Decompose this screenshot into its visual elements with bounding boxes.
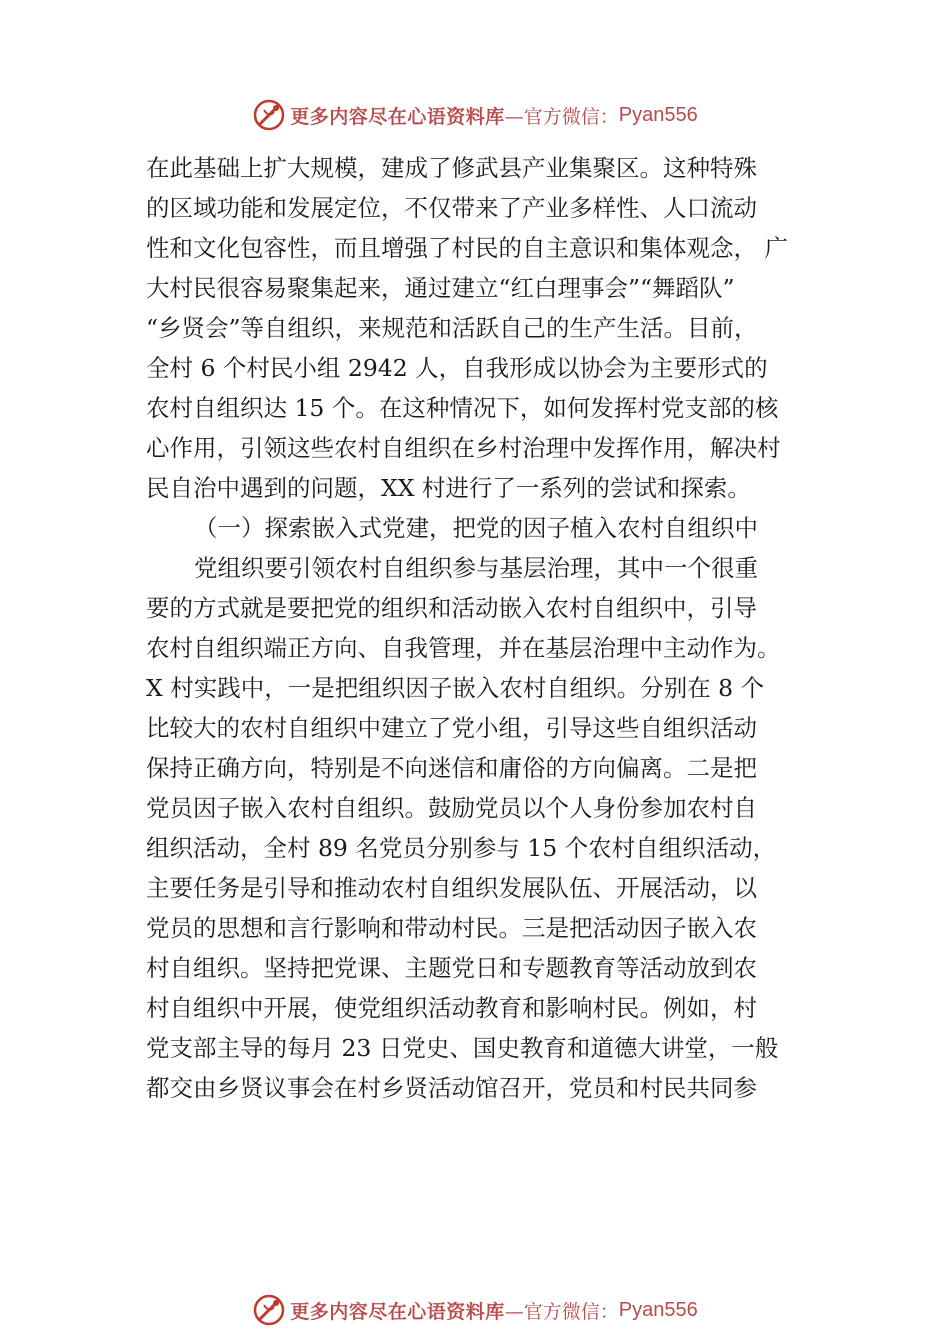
body-line: “乡贤会”等自组织，来规范和活跃自己的生产生活。目前， (146, 314, 758, 342)
footer-banner (0, 1290, 950, 1330)
banner-label: —官方微信： (504, 1300, 619, 1323)
paragraph-line: 比较大的农村自组织中建立了党小组，引导这些自组织活动 (146, 714, 757, 742)
banner-wechat-id: Pyan556 (618, 103, 698, 126)
section-subheading: （一）探索嵌入式党建，把党的因子植入农村自组织中 (194, 514, 758, 542)
banner-title: 更多内容尽在心语资料库 (290, 105, 505, 128)
paragraph-line: 都交由乡贤议事会在村乡贤活动馆召开，党员和村民共同参 (146, 1074, 757, 1102)
paragraph-line: 党支部主导的每月 23 日党史、国史教育和道德大讲堂，一般 (146, 1034, 779, 1062)
paragraph-line: 保持正确方向，特别是不向迷信和庸俗的方向偏离。二是把 (146, 754, 757, 782)
document-body (146, 148, 826, 1108)
body-line: 民自治中遇到的问题，XX 村进行了一系列的尝试和探索。 (146, 474, 751, 502)
paragraph-line: 村自组织。坚持把党课、主题党日和专题教育等活动放到农 (146, 954, 757, 982)
seal-logo-icon (252, 98, 286, 132)
paragraph-line: 要的方式就是要把党的组织和活动嵌入农村自组织中，引导 (146, 594, 757, 622)
body-line: 性和文化包容性，而且增强了村民的自主意识和集体观念， 广 (146, 234, 788, 262)
body-line: 在此基础上扩大规模，建成了修武县产业集聚区。这种特殊 (146, 154, 757, 182)
paragraph-line: 农村自组织端正方向、自我管理，并在基层治理中主动作为。 (146, 634, 781, 662)
banner-wechat-id: Pyan556 (618, 1298, 698, 1321)
paragraph-line: 党组织要引领农村自组织参与基层治理，其中一个很重 (194, 554, 758, 582)
paragraph-line: 主要任务是引导和推动农村自组织发展队伍、开展活动，以 (146, 874, 757, 902)
seal-logo-icon (252, 1293, 286, 1327)
body-line: 全村 6 个村民小组 2942 人，自我形成以协会为主要形式的 (146, 354, 768, 382)
paragraph-line: X 村实践中，一是把组织因子嵌入农村自组织。分别在 8 个 (146, 674, 765, 702)
banner-label: —官方微信： (504, 105, 619, 128)
body-line: 大村民很容易聚集起来，通过建立“红白理事会”“舞蹈队” (146, 274, 735, 302)
header-banner (0, 95, 950, 135)
paragraph-line: 党员的思想和言行影响和带动村民。三是把活动因子嵌入农 (146, 914, 757, 942)
paragraph-line: 党员因子嵌入农村自组织。鼓励党员以个人身份参加农村自 (146, 794, 757, 822)
paragraph-line: 村自组织中开展，使党组织活动教育和影响村民。例如，村 (146, 994, 757, 1022)
body-line: 心作用，引领这些农村自组织在乡村治理中发挥作用，解决村 (146, 434, 781, 462)
body-line: 农村自组织达 15 个。在这种情况下，如何发挥村党支部的核 (146, 394, 779, 422)
paragraph-line: 组织活动，全村 89 名党员分别参与 15 个农村自组织活动， (146, 834, 777, 862)
banner-title: 更多内容尽在心语资料库 (290, 1300, 505, 1323)
body-line: 的区域功能和发展定位，不仅带来了产业多样性、人口流动 (146, 194, 757, 222)
